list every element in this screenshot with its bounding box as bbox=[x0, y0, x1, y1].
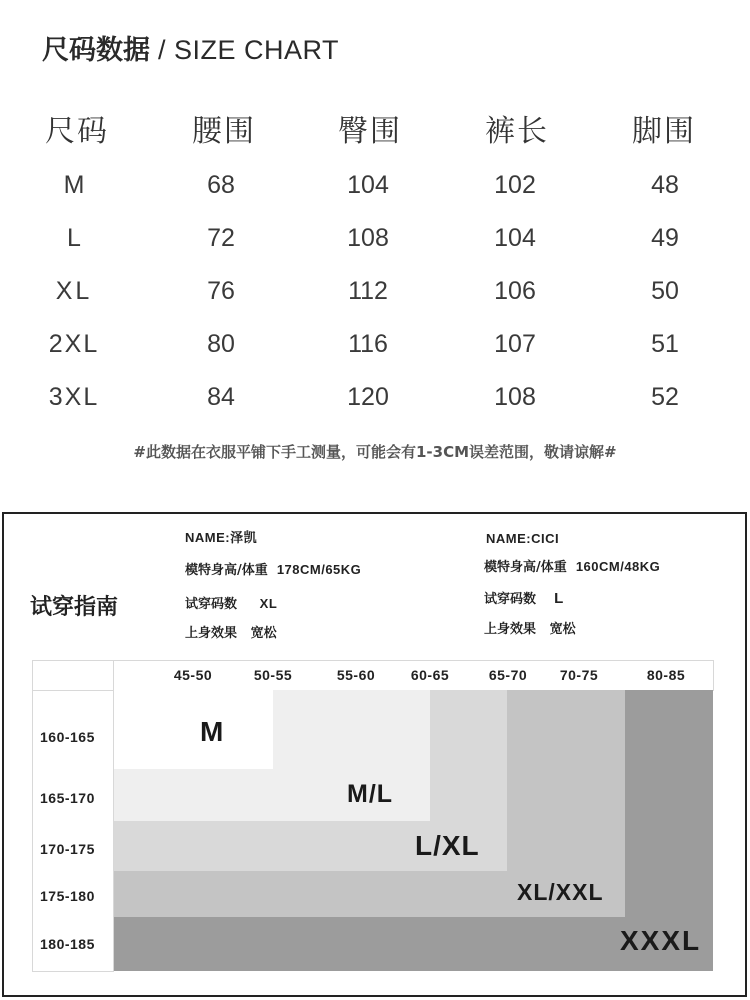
weight-header: 70-75 bbox=[559, 667, 599, 683]
measurement-note: #此数据在衣服平铺下手工测量，可能会有1-3CM误差范围，敬请谅解# bbox=[133, 443, 617, 461]
table-header-waist: 腰围 bbox=[192, 114, 256, 149]
table-cell: 104 bbox=[347, 171, 389, 199]
table-cell: XL bbox=[55, 277, 93, 305]
height-label: 170-175 bbox=[40, 841, 95, 857]
grid-line bbox=[32, 660, 33, 972]
table-cell: 112 bbox=[348, 277, 388, 305]
table-cell: M bbox=[63, 171, 85, 199]
height-label: 180-185 bbox=[40, 936, 95, 952]
table-cell: 51 bbox=[651, 330, 679, 358]
model-stats: 160CM/48KG bbox=[575, 559, 661, 574]
weight-header: 65-70 bbox=[488, 667, 528, 683]
model-size-label: 试穿码数 bbox=[484, 592, 537, 607]
table-header-hem: 脚围 bbox=[632, 114, 696, 149]
page-title: 尺码数据 / SIZE CHART bbox=[42, 35, 340, 66]
size-label-l-xl: L/XL bbox=[415, 830, 480, 861]
table-cell: 106 bbox=[494, 277, 536, 305]
table-cell: 49 bbox=[651, 224, 679, 252]
grid-line bbox=[32, 971, 114, 972]
model-fit-label: 上身效果 bbox=[484, 622, 537, 637]
model-stats-label: 模特身高/体重 bbox=[185, 563, 268, 578]
table-header-hip: 臀围 bbox=[338, 114, 402, 149]
grid-line bbox=[32, 660, 714, 661]
height-label: 160-165 bbox=[40, 729, 95, 745]
weight-header: 50-55 bbox=[253, 667, 293, 683]
model-stats-label: 模特身高/体重 bbox=[484, 560, 567, 575]
table-cell: 84 bbox=[207, 383, 235, 411]
table-cell: 76 bbox=[207, 277, 235, 305]
table-cell: 108 bbox=[347, 224, 389, 252]
table-cell: 120 bbox=[347, 383, 389, 411]
height-label: 175-180 bbox=[40, 888, 95, 904]
fitting-guide-title: 试穿指南 bbox=[30, 595, 119, 620]
model-fit-label: 上身效果 bbox=[185, 626, 238, 641]
model-name: NAME:CICI bbox=[486, 531, 560, 546]
weight-header: 55-60 bbox=[336, 667, 376, 683]
table-cell: 108 bbox=[494, 383, 536, 411]
table-cell: 68 bbox=[207, 171, 235, 199]
size-label-m-l: M/L bbox=[347, 780, 394, 808]
weight-header: 45-50 bbox=[173, 667, 213, 683]
table-cell: 104 bbox=[494, 224, 536, 252]
size-label-xl-xxl: XL/XXL bbox=[517, 879, 604, 905]
model-fit: 宽松 bbox=[549, 622, 576, 637]
size-band-m bbox=[114, 690, 273, 769]
table-cell: 107 bbox=[494, 330, 536, 358]
table-header-size: 尺码 bbox=[45, 114, 109, 149]
model-size: XL bbox=[259, 596, 278, 611]
model-size: L bbox=[554, 590, 564, 607]
model-stats: 178CM/65KG bbox=[276, 562, 362, 577]
table-cell: 72 bbox=[207, 224, 235, 252]
table-cell: 102 bbox=[494, 171, 536, 199]
grid-line bbox=[713, 660, 714, 690]
table-cell: 3XL bbox=[48, 383, 100, 411]
model-name: NAME:泽凯 bbox=[185, 530, 258, 545]
table-cell: 80 bbox=[207, 330, 235, 358]
model-fit: 宽松 bbox=[250, 626, 277, 641]
table-cell: 50 bbox=[651, 277, 679, 305]
weight-header: 80-85 bbox=[646, 667, 686, 683]
size-label-xxxl: XXXL bbox=[620, 925, 702, 956]
table-cell: 116 bbox=[348, 330, 388, 358]
model-size-label: 试穿码数 bbox=[185, 597, 238, 612]
weight-header: 60-65 bbox=[410, 667, 450, 683]
table-cell: L bbox=[67, 224, 81, 252]
table-cell: 48 bbox=[651, 171, 679, 199]
table-header-length: 裤长 bbox=[485, 114, 549, 149]
table-cell: 2XL bbox=[48, 330, 100, 358]
height-label: 165-170 bbox=[40, 790, 95, 806]
table-cell: 52 bbox=[651, 383, 679, 411]
size-label-m: M bbox=[200, 716, 224, 747]
